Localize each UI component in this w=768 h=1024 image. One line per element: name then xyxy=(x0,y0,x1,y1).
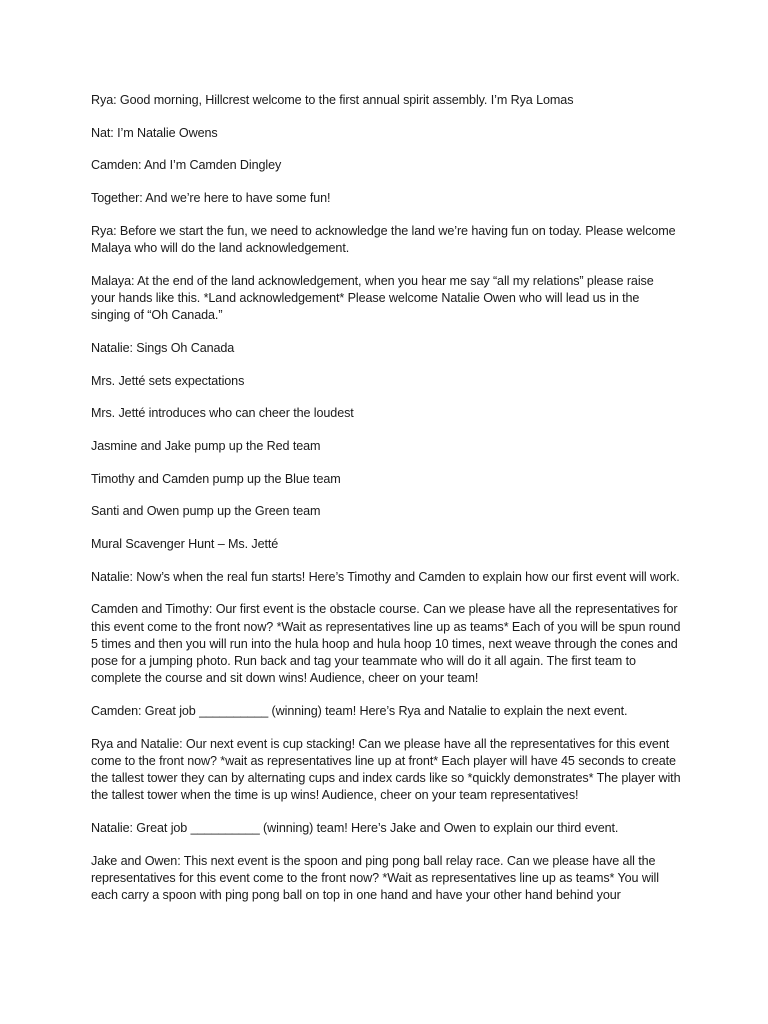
paragraph-together: Together: And we’re here to have some fun! xyxy=(91,191,331,206)
paragraph-green-team: Santi and Owen pump up the Green team xyxy=(91,504,321,519)
paragraph-cup-stacking: Rya and Natalie: Our next event is cup stacking! Can we please have all the representatives for this event come to the front now? *wait as representatives line up at front* Each player will have 45 seconds to create the tallest tower they can by alternating cups and index cards like so *quickly demonstrates* The player with the tallest tower when the time is up wins! Audience, cheer on your team representatives! xyxy=(91,736,681,803)
paragraph-malaya: Malaya: At the end of the land acknowledgement, when you hear me say “all my relations” please raise your hands like this. *Land acknowledgement* Please welcome Natalie Owen who will lead us in the singing of “Oh Canada.” xyxy=(91,273,654,323)
paragraph-rya-welcome: Rya: Good morning, Hillcrest welcome to the first annual spirit assembly. I’m Rya Lomas xyxy=(91,93,574,107)
paragraph-red-team: Jasmine and Jake pump up the Red team xyxy=(91,438,321,453)
paragraph-expectations: Mrs. Jetté sets expectations xyxy=(91,373,245,388)
paragraph-natalie-fun: Natalie: Now’s when the real fun starts! Here’s Timothy and Camden to explain how our first event will work. xyxy=(91,569,680,584)
paragraph-nat-intro: Nat: I’m Natalie Owens xyxy=(91,125,218,140)
paragraph-spoon-relay: Jake and Owen: This next event is the spoon and ping pong ball relay race. Can we please have all the representatives for this event come to the front now? *Wait as representatives line up as teams* You will each carry a spoon with ping pong ball on top in one hand and have your other hand behind your xyxy=(91,853,659,903)
script-text xyxy=(91,92,681,920)
paragraph-blue-team: Timothy and Camden pump up the Blue team xyxy=(91,471,341,486)
paragraph-obstacle-course: Camden and Timothy: Our first event is the obstacle course. Can we please have all the representatives for this event come to the front now? *Wait as representatives line up as teams* Each of you will be spun round 5 times and then you will run into the hula hoop and hula hoop 10 times, next weave through the cones and pose for a jumping photo. Run back and tag your teammate who will do it all again. The first team to complete the course and sit down wins! Audience, cheer on your team! xyxy=(91,602,681,686)
paragraph-camden-intro: Camden: And I’m Camden Dingley xyxy=(91,158,282,173)
paragraph-natalie-great-job: Natalie: Great job __________ (winning) team! Here’s Jake and Owen to explain our third event. xyxy=(91,820,619,835)
paragraph-scavenger-hunt: Mural Scavenger Hunt – Ms. Jetté xyxy=(91,537,279,552)
paragraph-natalie-sings: Natalie: Sings Oh Canada xyxy=(91,340,235,355)
paragraph-cheer-loudest: Mrs. Jetté introduces who can cheer the loudest xyxy=(91,406,354,421)
paragraph-camden-great-job: Camden: Great job __________ (winning) team! Here’s Rya and Natalie to explain the next event. xyxy=(91,703,628,718)
paragraph-rya-land: Rya: Before we start the fun, we need to acknowledge the land we’re having fun on today. Please welcome Malaya who will do the land acknowledgement. xyxy=(91,223,676,256)
